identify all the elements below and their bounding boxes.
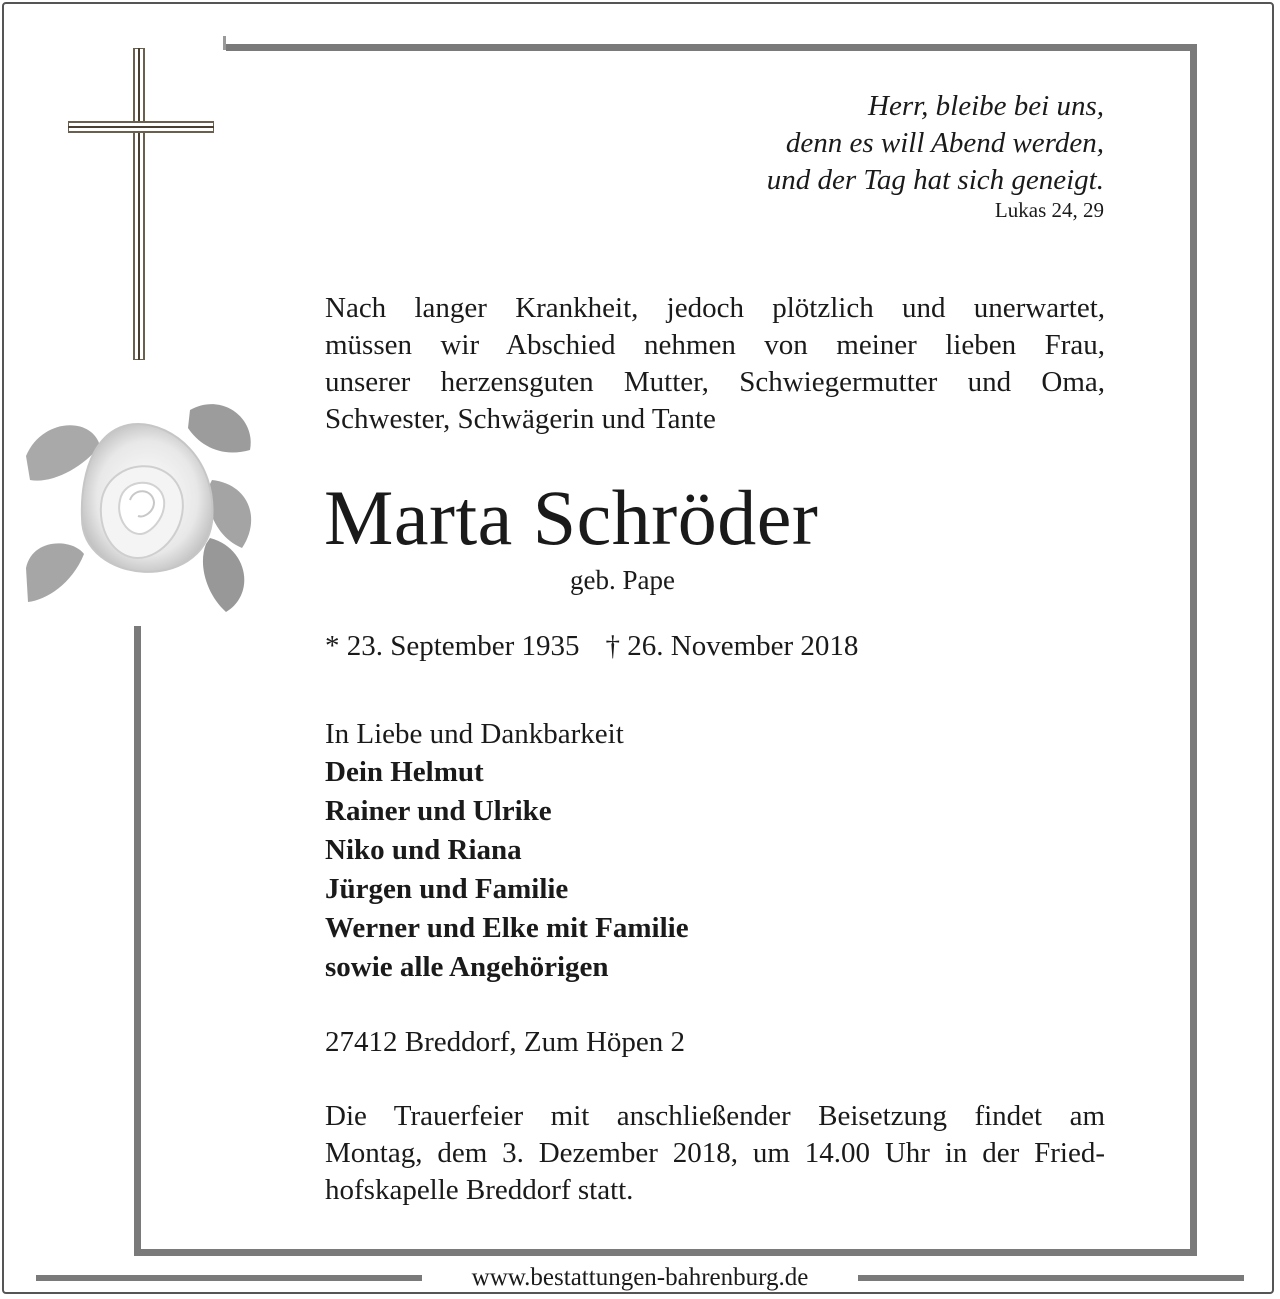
mourner: Dein Helmut — [325, 756, 484, 788]
mourner: Werner und Elke mit Familie — [325, 912, 689, 944]
intro-line: unserer herzensguten Mutter, Schwiegermutter und Oma, — [325, 366, 1105, 398]
frame-top — [226, 44, 1197, 51]
footer-url: www.bestattungen-bahrenburg.de — [471, 1264, 809, 1291]
rose-icon — [22, 388, 258, 618]
intro-line: Schwester, Schwägerin und Tante — [325, 403, 716, 435]
life-dates — [325, 628, 858, 664]
verse-line: denn es will Abend werden, — [785, 127, 1104, 159]
verse-line: und der Tag hat sich geneigt. — [766, 164, 1104, 196]
mourner: Rainer und Ulrike — [325, 795, 552, 827]
intro-paragraph — [325, 290, 1105, 438]
intro-line: müssen wir Abschied nehmen von meiner lieben Frau, — [325, 329, 1105, 361]
birth-date: * 23. September 1935 — [325, 630, 580, 662]
footer-rule-right — [858, 1275, 1244, 1281]
address: 27412 Breddorf, Zum Höpen 2 — [325, 1026, 686, 1058]
bible-verse — [767, 88, 1104, 199]
frame-left-top — [223, 36, 226, 50]
cross-icon — [68, 48, 214, 360]
frame-bottom — [134, 1249, 1197, 1256]
service-line: hofskapelle Breddorf statt. — [325, 1174, 634, 1206]
death-date: † 26. November 2018 — [605, 630, 859, 662]
mourners-list — [325, 716, 689, 987]
mourners-lead: In Liebe und Dankbarkeit — [325, 718, 624, 750]
service-line: Die Trauerfeier mit anschließender Beisetzung findet am — [325, 1100, 1105, 1132]
verse-line: Herr, bleibe bei uns, — [868, 90, 1104, 122]
maiden-name: geb. Pape — [570, 565, 675, 595]
frame-left — [134, 626, 141, 1256]
mourner: sowie alle Angehörigen — [325, 951, 609, 983]
service-notice — [325, 1098, 1105, 1209]
footer-rule-left — [36, 1275, 422, 1281]
verse-reference: Lukas 24, 29 — [994, 198, 1104, 222]
mourner: Niko und Riana — [325, 834, 522, 866]
mourner: Jürgen und Familie — [325, 873, 569, 905]
deceased-name: Marta Schröder — [324, 474, 819, 561]
frame-right — [1190, 44, 1197, 1256]
intro-line: Nach langer Krankheit, jedoch plötzlich und unerwartet, — [325, 292, 1105, 324]
service-line: Montag, dem 3. Dezember 2018, um 14.00 Uhr in der Fried- — [325, 1137, 1105, 1169]
